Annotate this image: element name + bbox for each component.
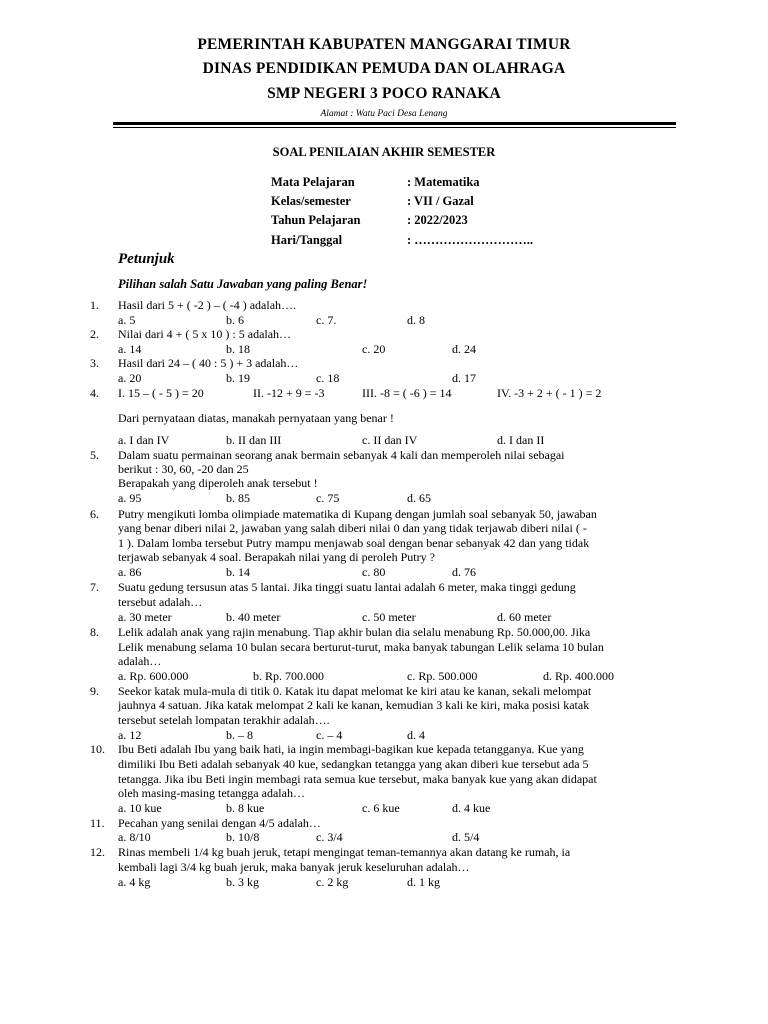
option-a: a. I dan IV (118, 433, 170, 447)
statement-2: II. -12 + 9 = -3 (253, 386, 325, 400)
info-value: : ……………………….. (407, 233, 534, 247)
question-number: 10. (90, 742, 105, 756)
header-government: PEMERINTAH KABUPATEN MANGGARAI TIMUR (197, 36, 571, 53)
question-text: Berapakah yang diperoleh anak tersebut ! (118, 476, 318, 490)
option-b: b. 6 (226, 313, 244, 327)
option-a: a. 14 (118, 342, 142, 356)
info-label: Tahun Pelajaran (271, 213, 361, 227)
question-number: 7. (90, 580, 99, 594)
option-b: b. 18 (226, 342, 250, 356)
option-b: b. 85 (226, 491, 250, 505)
question-text: terjawab sebanyak 4 soal. Berapakah nilai yang di peroleh Putry ? (118, 550, 435, 564)
question-text: Putry mengikuti lomba olimpiade matematika di Kupang dengan jumlah soal sebanyak 50, jawaban (118, 507, 597, 521)
option-a: a. 86 (118, 565, 142, 579)
question-text: Hasil dari 24 – ( 40 : 5 ) + 3 adalah… (118, 356, 299, 370)
question-text: adalah… (118, 654, 162, 668)
question-text: tersebut adalah… (118, 595, 203, 609)
question-text: Dari pernyataan diatas, manakah pernyataan yang benar ! (118, 411, 394, 425)
header-rule-thin (113, 127, 676, 128)
info-value: : 2022/2023 (407, 213, 468, 227)
statement-1: I. 15 – ( - 5 ) = 20 (118, 386, 204, 400)
option-d: d. 8 (407, 313, 425, 327)
question-number: 3. (90, 356, 99, 370)
option-b: b. 8 kue (226, 801, 265, 815)
option-c: c. – 4 (316, 728, 343, 742)
option-b: b. – 8 (226, 728, 253, 742)
option-a: a. 95 (118, 491, 142, 505)
option-c: c. 20 (362, 342, 386, 356)
instructions-heading: Petunjuk (118, 251, 175, 267)
question-text: dimiliki Ibu Beti adalah sebanyak 40 kue, sedangkan tetangga yang akan diberi kue tersebut ada 5 (118, 757, 589, 771)
question-number: 1. (90, 298, 99, 312)
question-text: Dalam suatu permainan seorang anak bermain sebanyak 4 kali dan memperoleh nilai sebagai (118, 448, 565, 462)
question-text: yang benar diberi nilai 2, jawaban yang salah diberi nilai 0 dan yang tidak terjawab diberi nilai ( - (118, 521, 587, 535)
header-school: SMP NEGERI 3 POCO RANAKA (267, 85, 501, 102)
option-c: c. Rp. 500.000 (407, 669, 478, 683)
question-text: Suatu gedung tersusun atas 5 lantai. Jika tinggi suatu lantai adalah 6 meter, maka tinggi gedung (118, 580, 576, 594)
header-address: Alamat : Watu Paci Desa Lenang (320, 109, 448, 119)
header-department: DINAS PENDIDIKAN PEMUDA DAN OLAHRAGA (202, 60, 566, 77)
exam-title: SOAL PENILAIAN AKHIR SEMESTER (272, 145, 496, 159)
option-a: a. 20 (118, 371, 142, 385)
option-c: c. 50 meter (362, 610, 416, 624)
option-d: d. 5/4 (452, 830, 480, 844)
question-number: 4. (90, 386, 99, 400)
question-text: tersebut setelah lompatan terakhir adalah…. (118, 713, 330, 727)
question-text: kembali lagi 3/4 kg buah jeruk, maka banyak jeruk keseluruhan adalah… (118, 860, 470, 874)
question-text: Nilai dari 4 + ( 5 x 10 ) : 5 adalah… (118, 327, 292, 341)
option-b: b. 19 (226, 371, 250, 385)
header-rule-thick (113, 122, 676, 125)
option-a: a. 12 (118, 728, 142, 742)
question-text: Lelik menabung selama 10 bulan secara berturut-turut, maka banyak tabungan Lelik selama 10 bulan (118, 640, 604, 654)
question-text: tetangga. Jika ibu Beti ingin membagi rata semua kue tersebut, maka banyak kue yang akan didapat (118, 772, 597, 786)
question-text: Hasil dari 5 + ( -2 ) – ( -4 ) adalah…. (118, 298, 297, 312)
option-b: b. 40 meter (226, 610, 281, 624)
question-number: 12. (90, 845, 105, 859)
option-b: b. 3 kg (226, 875, 259, 889)
option-d: d. Rp. 400.000 (543, 669, 615, 683)
question-number: 8. (90, 625, 99, 639)
option-a: a. 8/10 (118, 830, 151, 844)
option-d: d. 76 (452, 565, 476, 579)
question-number: 5. (90, 448, 99, 462)
info-value: : VII / Gazal (407, 194, 474, 208)
question-text: Rinas membeli 1/4 kg buah jeruk, tetapi mengingat teman-temannya akan datang ke rumah, ia (118, 845, 571, 859)
option-b: b. II dan III (226, 433, 282, 447)
instructions-text: Pilihan salah Satu Jawaban yang paling Benar! (118, 277, 368, 291)
option-a: a. 5 (118, 313, 136, 327)
option-c: c. 80 (362, 565, 386, 579)
option-d: d. 65 (407, 491, 431, 505)
option-d: d. 4 kue (452, 801, 491, 815)
question-text: berikut : 30, 60, -20 dan 25 (118, 462, 249, 476)
option-c: c. II dan IV (362, 433, 418, 447)
option-d: d. 4 (407, 728, 425, 742)
option-c: c. 18 (316, 371, 340, 385)
option-d: d. 1 kg (407, 875, 440, 889)
question-number: 6. (90, 507, 99, 521)
question-text: Ibu Beti adalah Ibu yang baik hati, ia ingin membagi-bagikan kue kepada tetangganya. Kue yang (118, 742, 584, 756)
option-a: a. 30 meter (118, 610, 172, 624)
option-a: a. 10 kue (118, 801, 162, 815)
question-number: 11. (90, 816, 105, 830)
option-b: b. 14 (226, 565, 250, 579)
option-a: a. 4 kg (118, 875, 151, 889)
option-c: c. 75 (316, 491, 340, 505)
question-number: 9. (90, 684, 99, 698)
question-text: Lelik adalah anak yang rajin menabung. Tiap akhir bulan dia selalu menabung Rp. 50.000,00. Jika (118, 625, 591, 639)
info-label: Hari/Tanggal (271, 233, 343, 247)
option-b: b. 10/8 (226, 830, 260, 844)
question-text: Pecahan yang senilai dengan 4/5 adalah… (118, 816, 321, 830)
option-d: d. I dan II (497, 433, 545, 447)
option-a: a. Rp. 600.000 (118, 669, 189, 683)
option-c: c. 7. (316, 313, 337, 327)
statement-3: III. -8 = ( -6 ) = 14 (362, 386, 452, 400)
option-d: d. 60 meter (497, 610, 552, 624)
option-c: c. 2 kg (316, 875, 349, 889)
info-value: : Matematika (407, 175, 480, 189)
question-text: jauhnya 4 satuan. Jika katak melompat 2 kali ke kanan, kemudian 3 kali ke kiri, maka posisi katak (118, 698, 590, 712)
option-c: c. 3/4 (316, 830, 343, 844)
question-text: 1 ). Dalam lomba tersebut Putry mampu menjawab soal dengan benar sebanyak 42 dan yang tidak (118, 536, 590, 550)
option-d: d. 17 (452, 371, 476, 385)
question-text: Seekor katak mula-mula di titik 0. Katak itu dapat melomat ke kiri atau ke kanan, sekali melompat (118, 684, 592, 698)
option-b: b. Rp. 700.000 (253, 669, 325, 683)
question-number: 2. (90, 327, 99, 341)
info-label: Kelas/semester (271, 194, 351, 208)
option-d: d. 24 (452, 342, 476, 356)
info-label: Mata Pelajaran (271, 175, 355, 189)
option-c: c. 6 kue (362, 801, 400, 815)
statement-4: IV. -3 + 2 + ( - 1 ) = 2 (497, 386, 602, 400)
question-text: oleh masing-masing tetangga adalah… (118, 786, 305, 800)
